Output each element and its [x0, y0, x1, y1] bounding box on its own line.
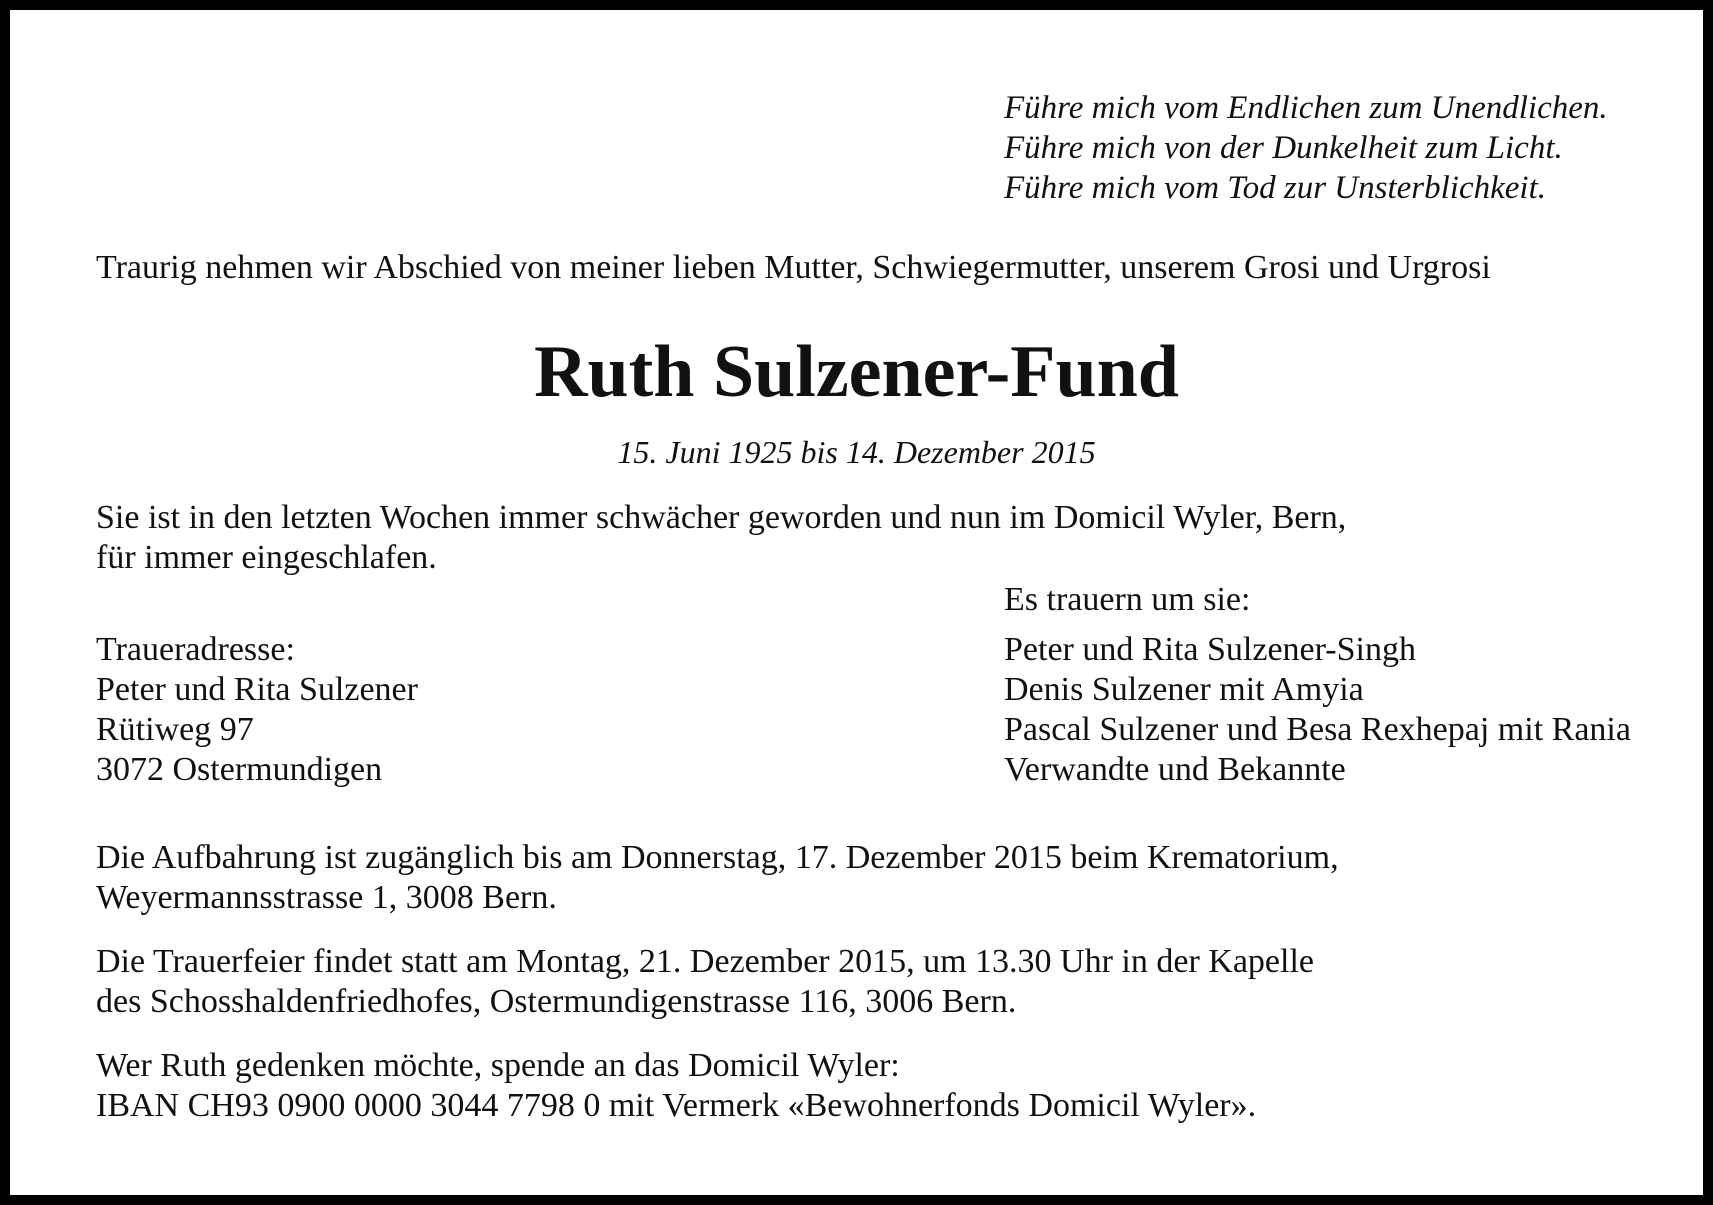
passing-line: für immer eingeschlafen.	[96, 539, 437, 576]
deceased-name: Ruth Sulzener-Fund	[534, 331, 1179, 413]
viewing-line: Die Aufbahrung ist zugänglich bis am Donnerstag, 17. Dezember 2015 beim Krematorium,	[96, 839, 1339, 876]
donation-line: IBAN CH93 0900 0000 3044 7798 0 mit Vermerk «Bewohnerfonds Domicil Wyler».	[96, 1087, 1257, 1124]
ceremony-line: Die Trauerfeier findet statt am Montag, 21. Dezember 2015, um 13.30 Uhr in der Kapelle	[96, 943, 1315, 980]
motto-line: Führe mich vom Tod zur Unsterblichkeit.	[1004, 170, 1547, 206]
ceremony-line: des Schosshaldenfriedhofes, Ostermundigenstrasse 116, 3006 Bern.	[96, 983, 1017, 1020]
motto-line: Führe mich von der Dunkelheit zum Licht.	[1004, 130, 1563, 166]
passing-line: Sie ist in den letzten Wochen immer schwächer geworden und nun im Domicil Wyler, Bern,	[96, 499, 1347, 536]
address-line: Peter und Rita Sulzener	[96, 671, 418, 708]
mourner-name: Peter und Rita Sulzener-Singh	[1004, 631, 1416, 668]
motto-line: Führe mich vom Endlichen zum Unendlichen.	[1004, 90, 1608, 126]
mourners-heading: Es trauern um sie:	[1004, 581, 1251, 618]
mourner-name: Pascal Sulzener und Besa Rexhepaj mit Rania	[1004, 711, 1631, 748]
donation-line: Wer Ruth gedenken möchte, spende an das Domicil Wyler:	[96, 1047, 900, 1084]
viewing-line: Weyermannsstrasse 1, 3008 Bern.	[96, 879, 557, 916]
mourner-name: Verwandte und Bekannte	[1004, 751, 1346, 788]
life-dates: 15. Juni 1925 bis 14. Dezember 2015	[617, 434, 1096, 470]
address-line: 3072 Ostermundigen	[96, 751, 383, 788]
mourner-name: Denis Sulzener mit Amyia	[1004, 671, 1364, 708]
address-line: Rütiweg 97	[96, 711, 254, 748]
intro-text: Traurig nehmen wir Abschied von meiner lieben Mutter, Schwiegermutter, unserem Grosi und Urgrosi	[96, 249, 1491, 286]
address-heading: Traueradresse:	[96, 631, 295, 668]
